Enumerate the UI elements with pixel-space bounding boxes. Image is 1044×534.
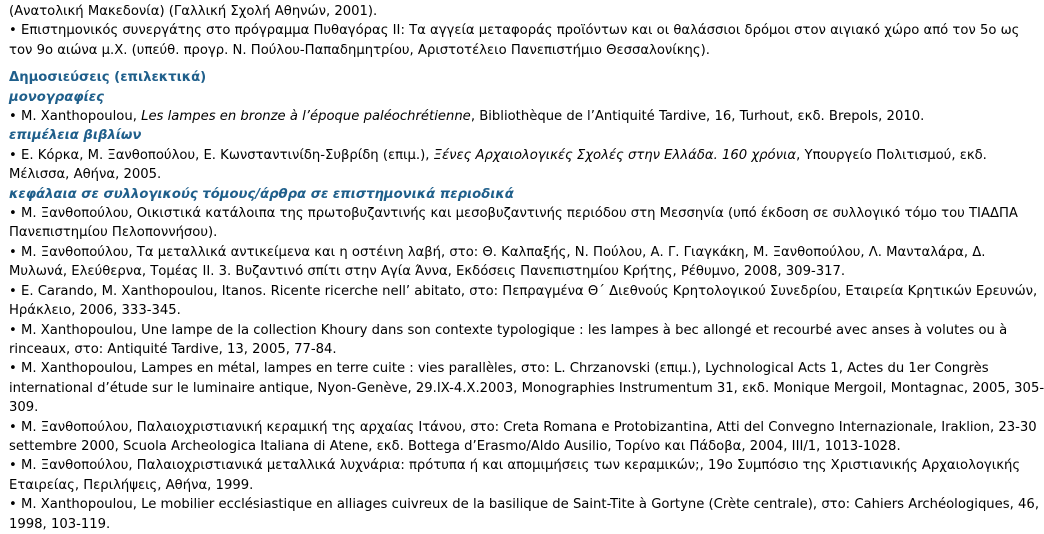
text-line: Μυλωνά, Ελεύθερνα, Τομέας ΙΙ. 3. Βυζαντινό σπίτι στην Αγία Άννα, Εκδόσεις Πανεπιστημίου Κρήτης, Ρέθυμνο, 2008, 309-317. xyxy=(9,264,846,280)
bullet-entry: • E. Carando, M. Xanthopoulou, Itanos. Ricente ricerche nell’ abitato, στο: Πεπραγμένα Θ΄ Διεθνούς Κρητολογικού Συνεδρίου, Εταιρεία Κρητικών Ερευνών, xyxy=(9,283,1038,299)
text-line: Μέλισσα, Αθήνα, 2005. xyxy=(9,167,162,183)
text-line: Εταιρείας, Περιλήψεις, Αθήνα, 1999. xyxy=(9,477,254,493)
subsection-heading: επιμέλεια βιβλίων xyxy=(9,128,142,144)
bullet-entry: • Επιστημονικός συνεργάτης στο πρόγραμμα Πυθαγόρας ΙΙ: Τα αγγεία μεταφοράς προϊόντων και οι θαλάσσιοι δρόμοι στον αιγιακό χώρο από τον 5ο ως xyxy=(9,23,1020,39)
bullet-entry: • Μ. Ξανθοπούλου, Οικιστικά κατάλοιπα της πρωτοβυζαντινής και μεσοβυζαντινής περιόδου στη Μεσσηνία (υπό έκδοση σε συλλογικό τόμο του ΤΙΑΔΠΑ xyxy=(9,206,1018,222)
bullet-entry: • M. Xanthopoulou, Les lampes en bronze à l’époque paléochrétienne, Bibliothèque de l’Antiquité Tardive, 16, Turhout, εκδ. Brepols, 2010. xyxy=(9,109,925,125)
bullet-entry: • Μ. Ξανθοπούλου, Παλαιοχριστιανική κεραμική της αρχαίας Ιτάνου, στο: Creta Romana e Protobizantina, Atti del Convegno Internazionale, Iraklion, 23-30 xyxy=(9,419,1037,435)
text-line: rinceaux, στο: Antiquité Tardive, 13, 2005, 77-84. xyxy=(9,341,337,357)
bullet-entry: • M. Xanthopoulou, Lampes en métal, lampes en terre cuite : vies parallèles, στο: L. Chrzanovski (επιμ.), Lychnological Acts 1, Actes du 1er Congrès xyxy=(9,361,989,377)
bullet-entry: • Μ. Ξανθοπούλου, Παλαιοχριστιανικά μεταλλικά λυχνάρια: πρότυπα ή και απομιμήσεις των κεραμικών;, 19ο Συμπόσιο της Χριστιανικής Αρχαιολογικής xyxy=(9,458,1021,474)
text-line: 309. xyxy=(9,400,39,416)
text-line: settembre 2000, Scuola Archeologica Italiana di Atene, εκδ. Bottega d’Erasmo/Aldo Ausilio, Τορίνο και Πάδοβα, 2004, III/1, 1013-1028. xyxy=(9,438,901,454)
subsection-heading: κεφάλαια σε συλλογικούς τόμους/άρθρα σε επιστημονικά περιοδικά xyxy=(9,186,514,202)
text-line: 1998, 103-119. xyxy=(9,516,111,532)
text-line: Πανεπιστημίου Πελοποννήσου). xyxy=(9,225,218,241)
bullet-entry: • Ε. Κόρκα, Μ. Ξανθοπούλου, Ε. Κωνσταντινίδη-Συβρίδη (επιμ.), Ξένες Αρχαιολογικές Σχολές στην Ελλάδα. 160 χρόνια, Υπουργείο Πολιτισμού, εκδ. xyxy=(9,147,987,163)
bullet-entry: • M. Xanthopoulou, Le mobilier ecclésiastique en alliages cuivreux de la basilique de Saint-Tite à Gortyne (Crète centrale), στο: Cahiers Archéologiques, 46, xyxy=(9,497,1040,513)
bullet-entry: • M. Xanthopoulou, Une lampe de la collection Khoury dans son contexte typologique : les lampes à bec allongé et recourbé avec anses à volutes ou à xyxy=(9,322,1008,338)
text-line: international d’étude sur le luminaire antique, Nyon-Genève, 29.IX-4.X.2003, Monographies Instrumentum 31, εκδ. Monique Mergoil, Montagnac, 2005, 305- xyxy=(9,380,1044,396)
text-line: (Ανατολική Μακεδονία) (Γαλλική Σχολή Αθηνών, 2001). xyxy=(9,4,378,19)
section-heading: Δημοσιεύσεις (επιλεκτικά) xyxy=(9,70,207,86)
subsection-heading: μονογραφίες xyxy=(9,89,104,105)
bullet-entry: • Μ. Ξανθοπούλου, Τα μεταλλικά αντικείμενα και η οστέινη λαβή, στο: Θ. Καλπαξής, Ν. Πούλου, Α. Γ. Γιαγκάκη, Μ. Ξανθοπούλου, Λ. Μανταλάρα, Δ. xyxy=(9,244,986,260)
text-line: τον 9ο αιώνα μ.Χ. (υπεύθ. προγρ. Ν. Πούλου-Παπαδημητρίου, Αριστοτέλειο Πανεπιστήμιο Θεσσαλονίκης). xyxy=(9,42,710,58)
text-line: Ηράκλειο, 2006, 333-345. xyxy=(9,303,181,319)
